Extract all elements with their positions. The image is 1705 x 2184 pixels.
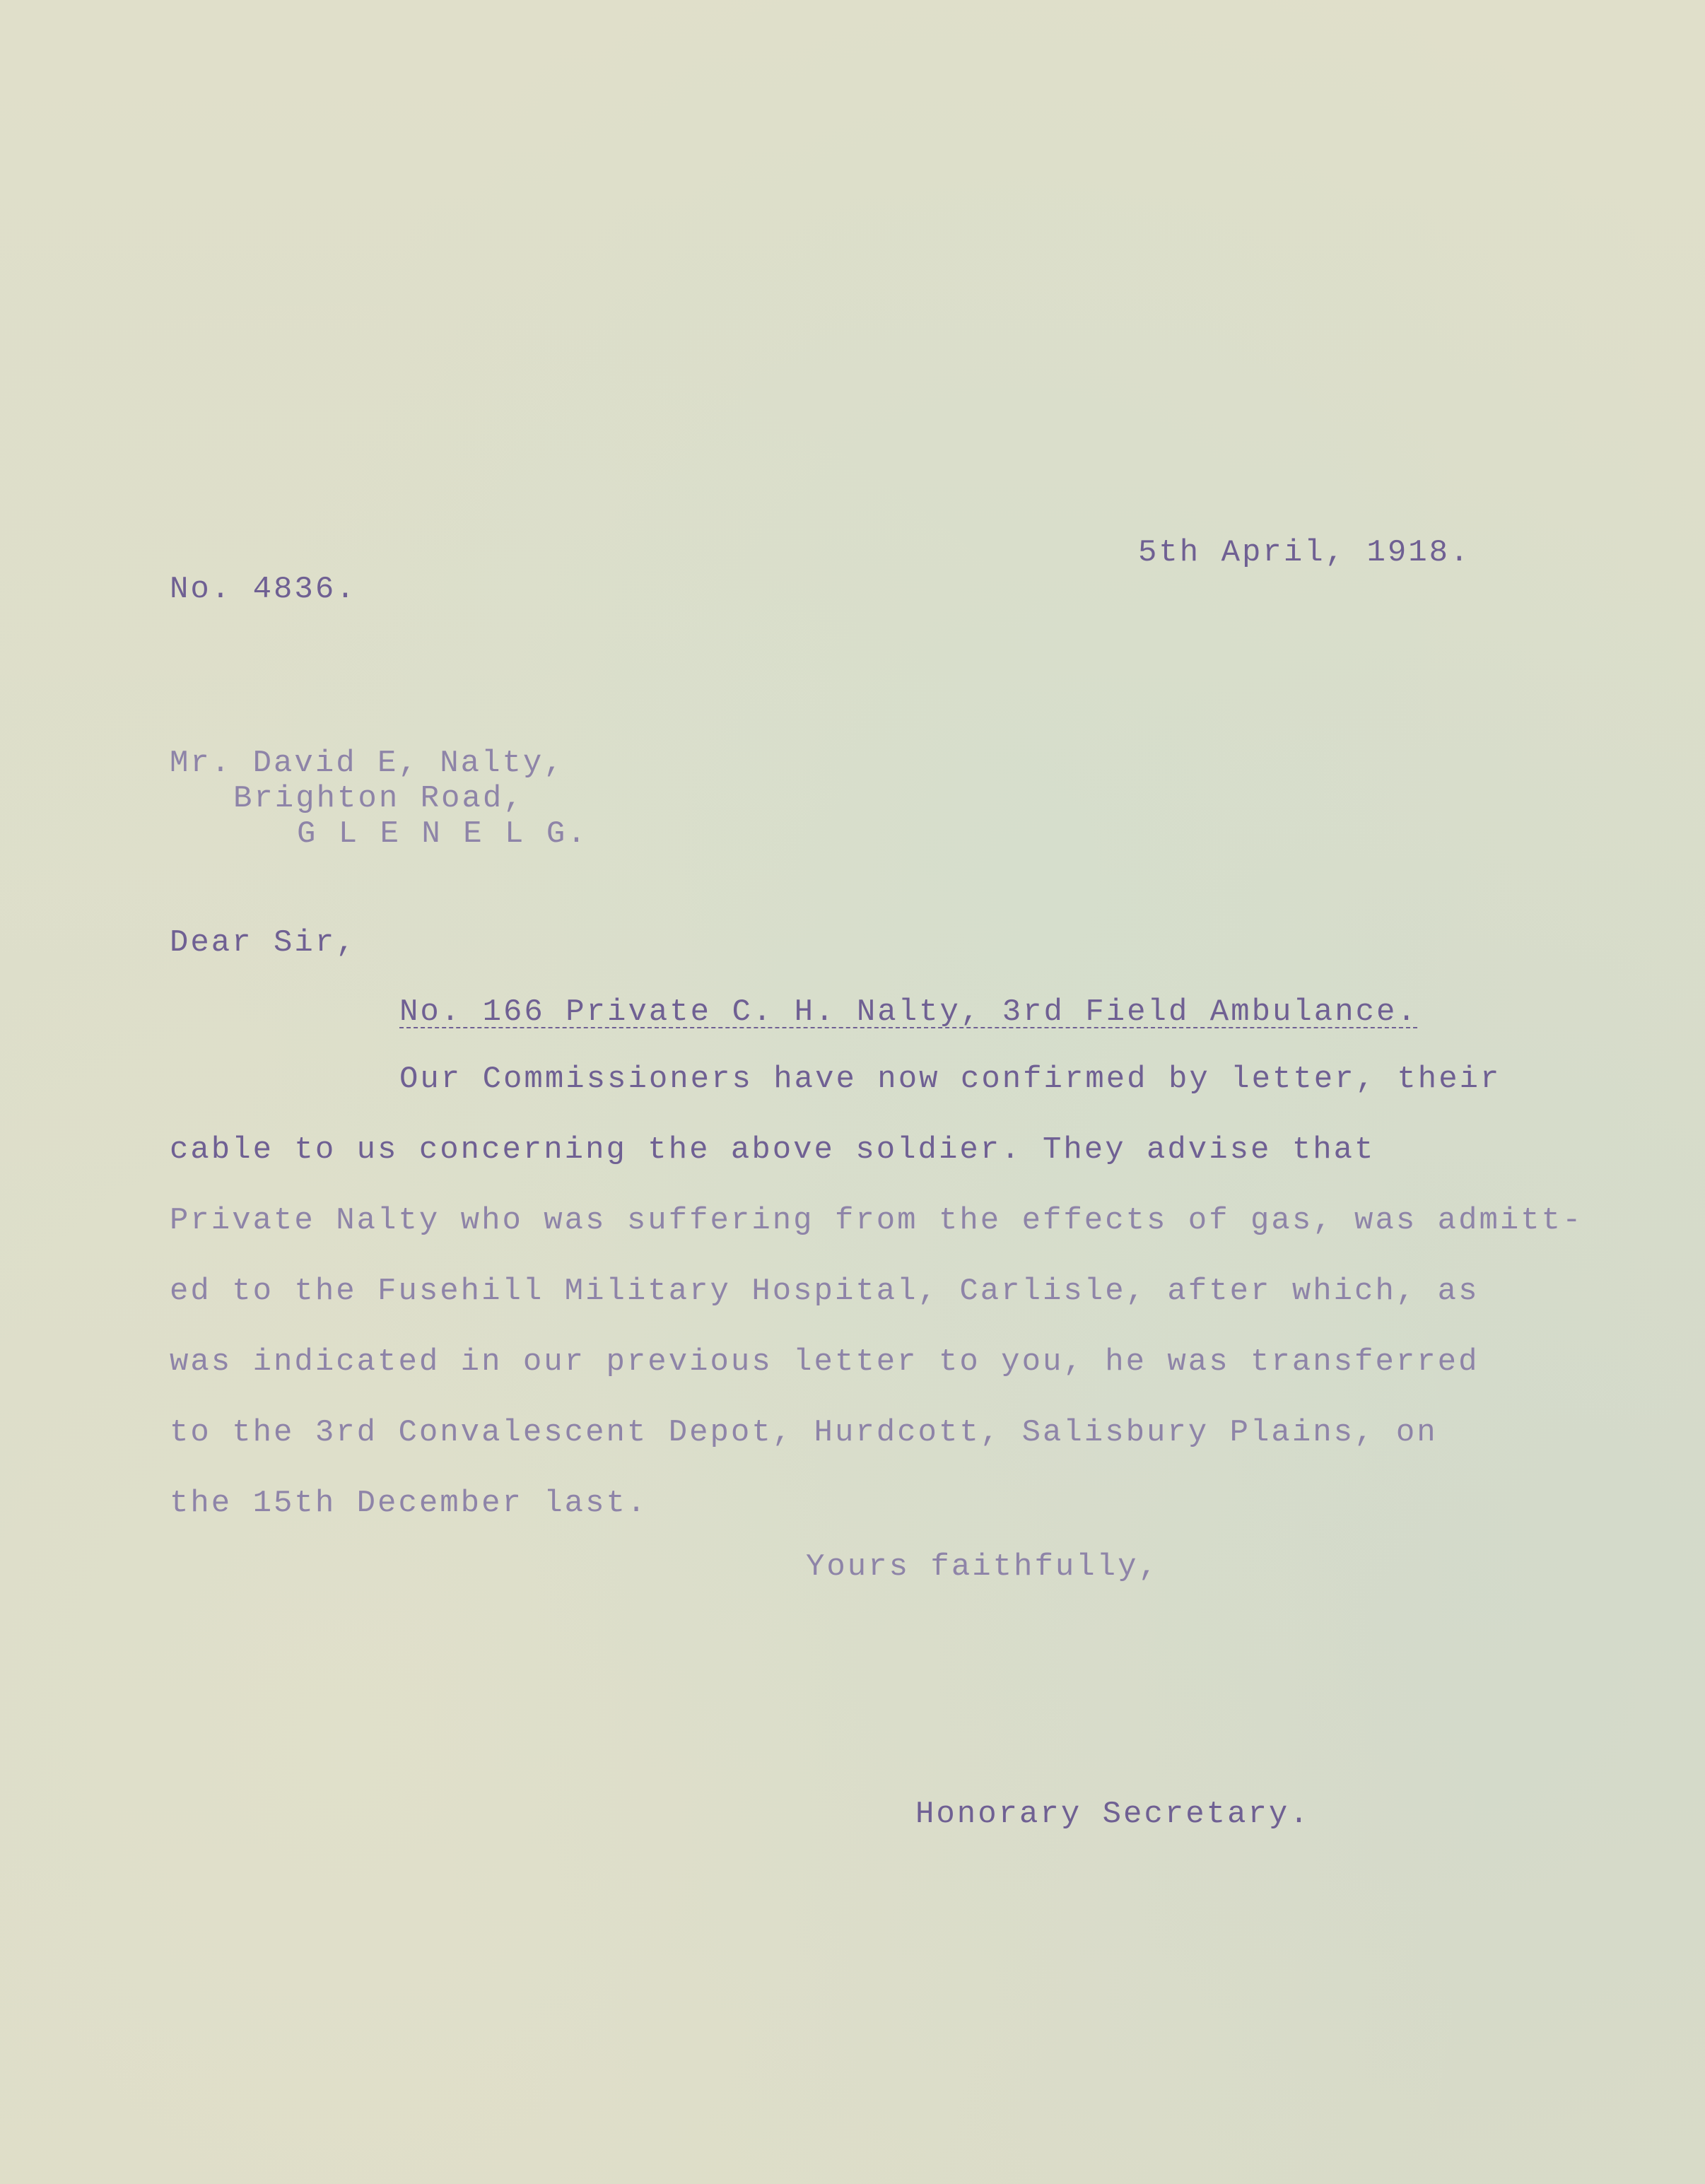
letter-date: 5th April, 1918. — [1138, 535, 1471, 570]
signatory-title: Honorary Secretary. — [915, 1797, 1311, 1832]
addressee-name: Mr. David E, Nalty, — [170, 746, 565, 781]
closing: Yours faithfully, — [806, 1549, 1159, 1585]
body-line: the 15th December last. — [170, 1486, 648, 1521]
body-line: Private Nalty who was suffering from the effects of gas, was admitt- — [170, 1203, 1583, 1238]
body-line: was indicated in our previous letter to you, he was transferred — [170, 1344, 1480, 1380]
body-line: to the 3rd Convalescent Depot, Hurdcott, Salisbury Plains, on — [170, 1415, 1438, 1450]
reference-number: No. 4836. — [170, 572, 357, 607]
addressee-town: G L E N E L G. — [297, 816, 588, 852]
subject-line: No. 166 Private C. H. Nalty, 3rd Field Ambulance. — [399, 994, 1418, 1030]
addressee-street: Brighton Road, — [233, 781, 525, 816]
body-line: ed to the Fusehill Military Hospital, Carlisle, after which, as — [170, 1274, 1480, 1309]
salutation: Dear Sir, — [170, 925, 357, 961]
body-line: Our Commissioners have now confirmed by letter, their — [399, 1062, 1501, 1097]
body-line: cable to us concerning the above soldier. They advise that — [170, 1132, 1376, 1168]
